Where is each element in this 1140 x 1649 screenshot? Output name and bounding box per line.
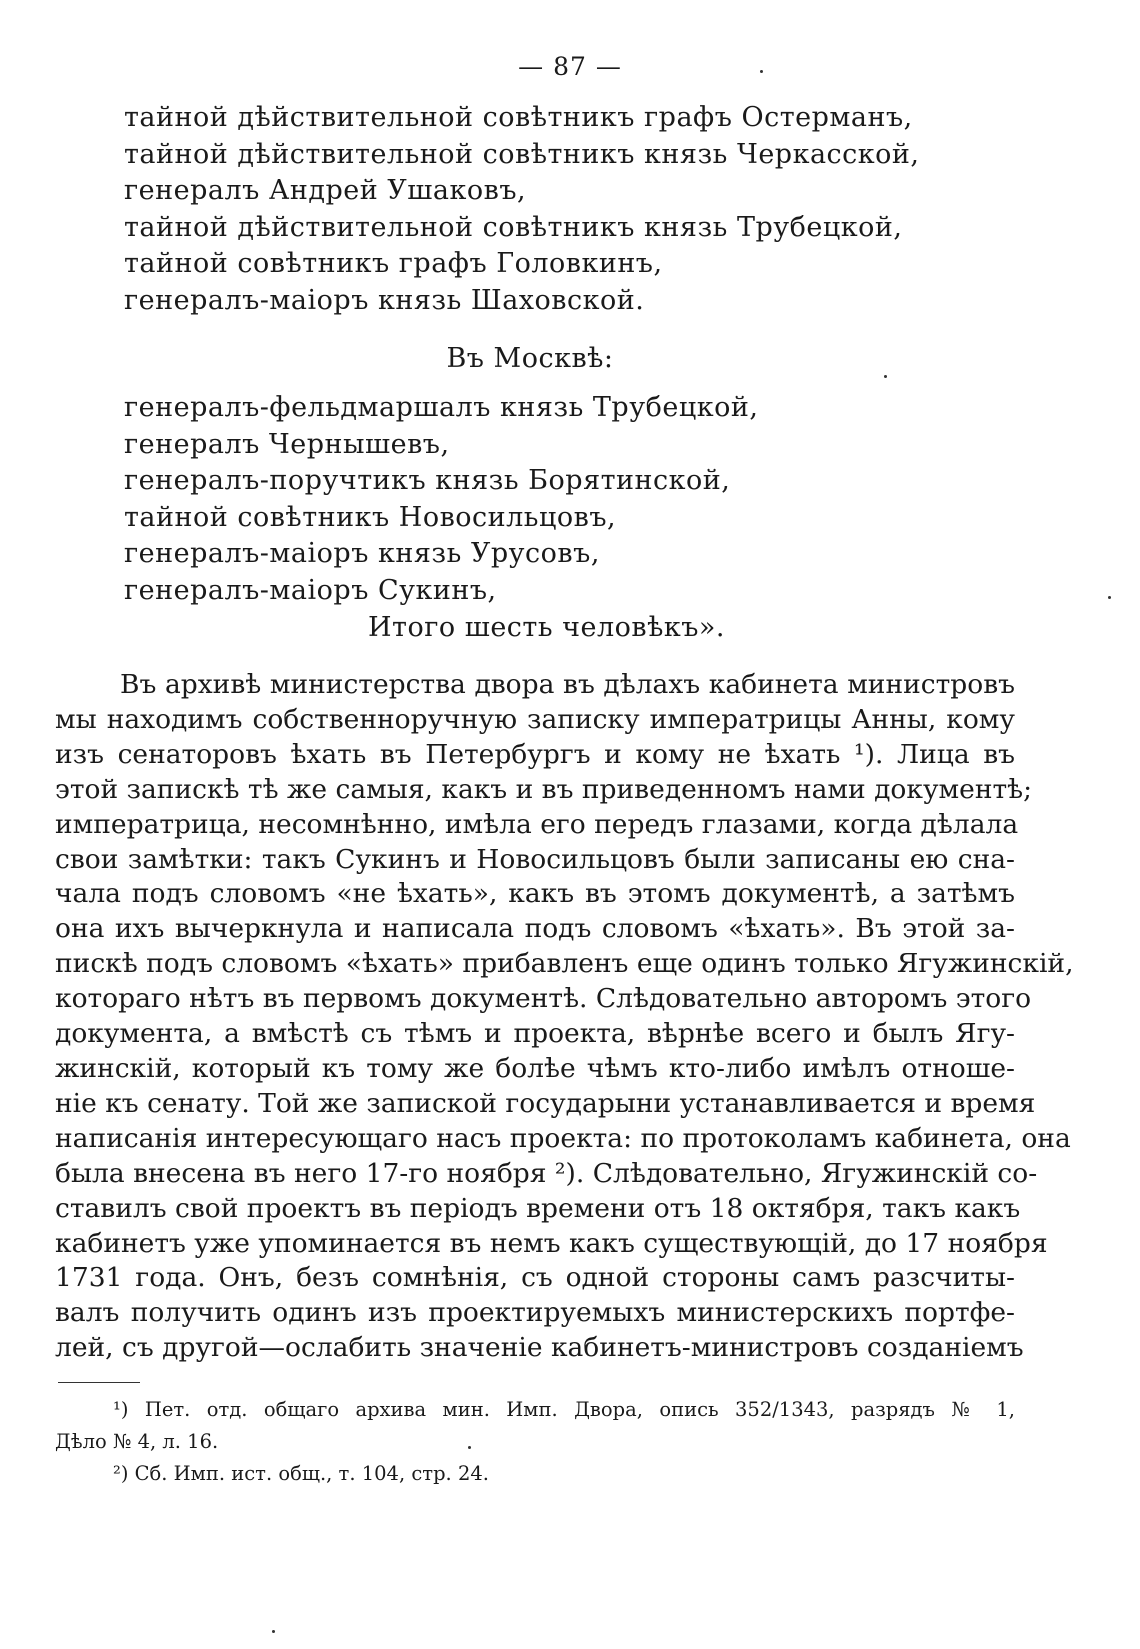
footnote-divider xyxy=(58,1382,140,1383)
scan-speck xyxy=(1108,596,1111,599)
total-line: Итого шесть человѣкъ». xyxy=(368,612,726,643)
body-line: мы находимъ собственноручную записку императрицы Анны, кому xyxy=(55,703,1015,735)
footnote-2: ²) Сб. Имп. ист. общ., т. 104, стр. 24. xyxy=(113,1462,489,1485)
footnotes xyxy=(55,1394,1015,1490)
list-item: генералъ-фельдмаршалъ князь Трубецкой, xyxy=(124,392,759,423)
petersburg-officials-list xyxy=(124,100,920,319)
list-item: тайной совѣтникъ Новосильцовъ, xyxy=(124,501,617,533)
body-paragraph xyxy=(55,668,1074,1366)
scan-speck xyxy=(468,1446,471,1449)
body-line: 1731 года. Онъ, безъ сомнѣнія, съ одной стороны самъ разсчиты- xyxy=(55,1262,1015,1294)
list-item: генералъ-маіоръ князь Урусовъ, xyxy=(124,538,600,569)
scan-speck xyxy=(760,70,763,73)
body-line: чала подъ словомъ «не ѣхать», какъ въ этомъ документѣ, а затѣмъ xyxy=(55,878,1015,910)
body-line: свои замѣтки: такъ Сукинъ и Новосильцовъ были записаны ею сна- xyxy=(55,843,1015,875)
footnote-1: ¹) Пет. отд. общаго архива мин. Имп. Двора, опись 352/1343, разрядъ № 1, xyxy=(113,1398,1015,1421)
page-number: — 87 — xyxy=(518,52,622,81)
body-line: изъ сенаторовъ ѣхать въ Петербургъ и кому не ѣхать ¹). Лица въ xyxy=(55,738,1015,770)
list-item: генералъ-поручтикъ князь Борятинской, xyxy=(124,465,731,496)
list-item: тайной дѣйствительной совѣтникъ графъ Остерманъ, xyxy=(124,102,913,133)
moscow-officials-list xyxy=(124,390,758,609)
body-line: жинскій, который къ тому же болѣе чѣмъ кто-либо имѣлъ отноше- xyxy=(55,1052,1015,1084)
body-line: этой запискѣ тѣ же самыя, какъ и въ приведенномъ нами документѣ; xyxy=(55,773,1033,805)
body-line: написанія интересующаго насъ проекта: по протоколамъ кабинета, она xyxy=(55,1122,1071,1154)
moscow-heading: Въ Москвѣ: xyxy=(446,343,614,374)
body-line: императрица, несомнѣнно, имѣла его передъ глазами, когда дѣлала xyxy=(55,808,1019,840)
body-line: валъ получить одинъ изъ проектируемыхъ министерскихъ портфе- xyxy=(55,1297,1015,1329)
body-line: была внесена въ него 17-го ноября ²). Слѣдовательно, Ягужинскій со- xyxy=(55,1157,1038,1189)
list-item: генералъ Андрей Ушаковъ, xyxy=(124,175,527,206)
scan-speck xyxy=(884,375,887,378)
footnote-1-continuation: Дѣло № 4, л. 16. xyxy=(55,1430,219,1453)
body-line: лей, съ другой—ослабить значеніе кабинетъ-министровъ созданіемъ xyxy=(55,1332,1024,1364)
list-item: тайной совѣтникъ графъ Головкинъ, xyxy=(124,248,663,279)
body-line: котораго нѣтъ въ первомъ документѣ. Слѣдовательно авторомъ этого xyxy=(55,983,1032,1015)
body-line: ніе къ сенату. Той же запиской государыни устанавливается и время xyxy=(55,1087,1036,1119)
body-line: пискѣ подъ словомъ «ѣхать» прибавленъ еще одинъ только Ягужинскій, xyxy=(55,948,1074,980)
body-line: документа, а вмѣстѣ съ тѣмъ и проекта, вѣрнѣе всего и былъ Ягу- xyxy=(55,1018,1015,1050)
body-line: Въ архивѣ министерства двора въ дѣлахъ кабинета министровъ xyxy=(120,669,1015,700)
list-item: генералъ Чернышевъ, xyxy=(124,428,450,460)
body-line: она ихъ вычеркнула и написала подъ словомъ «ѣхать». Въ этой за- xyxy=(55,913,1015,945)
list-item: тайной дѣйствительной совѣтникъ князь Черкасской, xyxy=(124,138,920,170)
list-item: генералъ-маіоръ князь Шаховской. xyxy=(124,284,645,316)
body-line: кабинетъ уже упоминается въ немъ какъ существующій, до 17 ноября xyxy=(55,1227,1048,1259)
list-item: генералъ-маіоръ Сукинъ, xyxy=(124,574,497,606)
body-line: ставилъ свой проектъ въ періодъ времени отъ 18 октября, такъ какъ xyxy=(55,1192,1021,1224)
list-item: тайной дѣйствительной совѣтникъ князь Трубецкой, xyxy=(124,211,903,243)
scan-speck xyxy=(272,1630,275,1633)
